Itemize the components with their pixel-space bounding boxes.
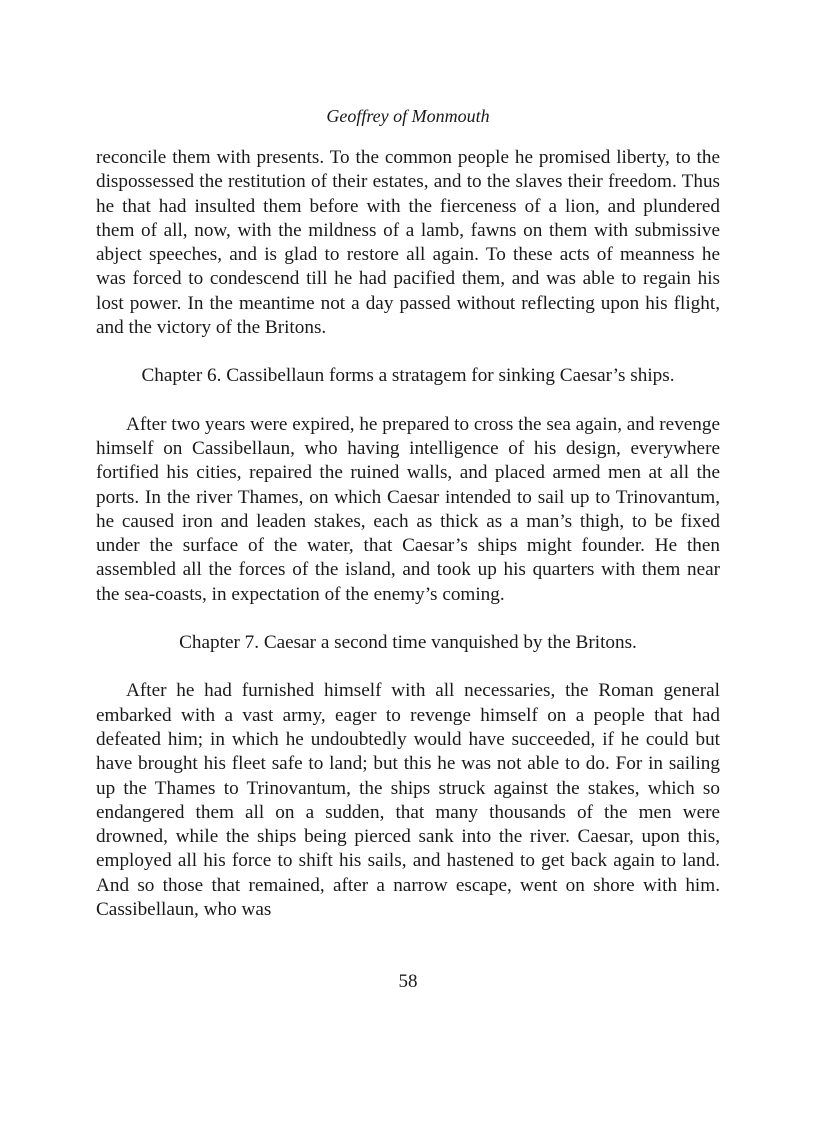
paragraph-chapter-6: After two years were expired, he prepared to cross the sea again, and revenge himself on Cassibellaun, who having intelligence of his design, everywhere fortified his cities, repaired the ruined walls, and placed armed men at all the ports. In the river Thames, on which Caesar intended to sail up to Trinovantum, he caused iron and leaden stakes, each as thick as a man’s thigh, to be fixed under the surface of the water, that Caesar’s ships might founder. He then assembled all the forces of the island, and took up his quarters with them near the sea-coasts, in expectation of the enemy’s coming. (96, 413, 721, 605)
paragraph-chapter-7: After he had furnished himself with all necessaries, the Roman general embarked with a vast army, eager to revenge himself on a people that had defeated him; in which he undoubtedly would have succeeded, if he could but have brought his fleet safe to land; but this he was not able to do. For in sailing up the Thames to Trinovantum, the ships struck against the stakes, which so endangered them all on a sudden, that many thousands of the men were drowned, while the ships being pierced sank into the river. Caesar, upon this, employed all his force to shift his sails, and hastened to get back again to land. And so those that remained, after a narrow escape, went on shore with him. Cassibellaun, who was (96, 680, 720, 921)
page-number: 58 (398, 971, 418, 992)
page-body (96, 146, 720, 922)
running-header: Geoffrey of Monmouth (326, 106, 490, 126)
chapter-6-heading: Chapter 6. Cassibellaun forms a stratagem for sinking Caesar’s ships. (141, 365, 675, 387)
chapter-7-heading: Chapter 7. Caesar a second time vanquished by the Britons. (179, 632, 637, 654)
paragraph-continued: reconcile them with presents. To the common people he promised liberty, to the dispossessed the restitution of their estates, and to the slaves their freedom. Thus he that had insulted them before with the fierceness of a lion, and plundered them of all, now, with the mildness of a lamb, fawns on them with submissive abject speeches, and is glad to restore all again. To these acts of meanness he was forced to condescend till he had pacified them, and was able to regain his lost power. In the meantime not a day passed without reflecting upon his flight, and the victory of the Britons. (96, 147, 720, 339)
